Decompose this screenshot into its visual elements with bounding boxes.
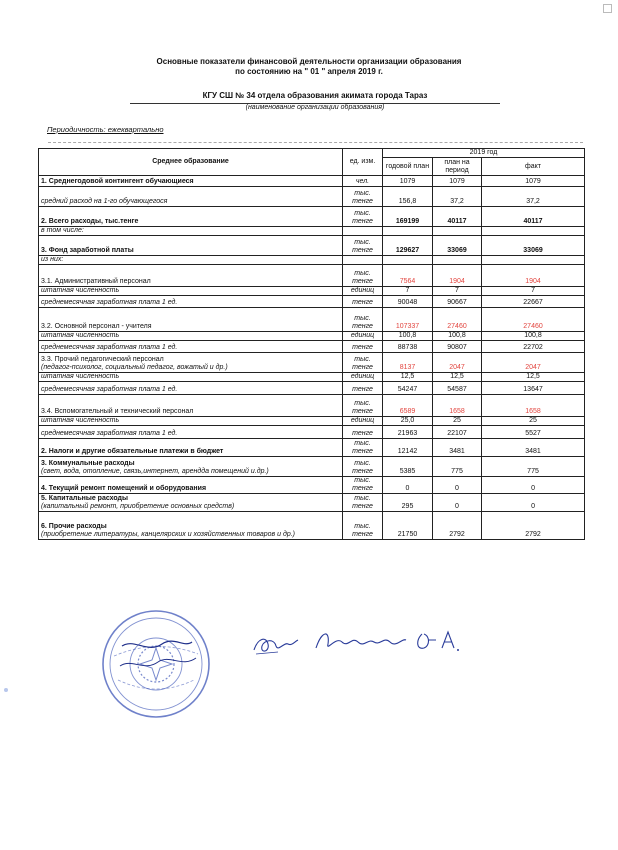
row-unit: тенге xyxy=(343,382,383,395)
row-unit: тыс. тенге xyxy=(343,187,383,207)
row-label xyxy=(39,353,343,373)
row-unit: тыс. тенге xyxy=(343,236,383,256)
table-row xyxy=(39,353,585,373)
row-label xyxy=(39,417,343,426)
row-unit: тыс. тенге xyxy=(343,439,383,457)
row-plan-value: 1079 xyxy=(383,176,433,187)
table-row xyxy=(39,373,585,382)
row-unit: чел. xyxy=(343,176,383,187)
row-period-value: 7 xyxy=(433,287,482,296)
row-unit: тенге xyxy=(343,341,383,353)
row-label-text: среднемесячная заработная плата 1 ед. xyxy=(41,344,178,351)
table-row xyxy=(39,308,585,332)
row-unit: единиц xyxy=(343,287,383,296)
row-fact-value xyxy=(482,227,585,236)
signature-1 xyxy=(250,632,300,658)
row-unit: тыс. тенге xyxy=(343,512,383,540)
row-unit: тыс. тенге xyxy=(343,494,383,512)
row-unit: тыс. тенге xyxy=(343,457,383,477)
row-plan-value xyxy=(383,227,433,236)
row-label-text: 3. Фонд заработной платы xyxy=(41,247,134,254)
row-label-text: 1. Среднегодовой контингент обучающиеся xyxy=(41,178,194,185)
row-fact-value: 0 xyxy=(482,477,585,494)
row-plan-value: 295 xyxy=(383,494,433,512)
row-plan-value: 169199 xyxy=(383,207,433,227)
row-unit: тыс. тенге xyxy=(343,477,383,494)
row-label xyxy=(39,265,343,287)
document-title-line2: по состоянию на " 01 " апреля 2019 г. xyxy=(235,67,383,76)
row-period-value xyxy=(433,256,482,265)
row-label-text: среднемесячная заработная плата 1 ед. xyxy=(41,299,178,306)
row-plan-value: 156,8 xyxy=(383,187,433,207)
signature-2 xyxy=(312,626,462,656)
row-fact-value: 3481 xyxy=(482,439,585,457)
row-plan-value: 54247 xyxy=(383,382,433,395)
row-unit xyxy=(343,227,383,236)
row-fact-value: 40117 xyxy=(482,207,585,227)
row-fact-value: 1904 xyxy=(482,265,585,287)
row-label xyxy=(39,382,343,395)
table-row xyxy=(39,236,585,256)
table-body xyxy=(39,176,585,540)
row-period-value: 54587 xyxy=(433,382,482,395)
row-period-value: 1079 xyxy=(433,176,482,187)
row-label-text: 2. Налоги и другие обязательные платежи в бюджет xyxy=(41,448,224,455)
table-row xyxy=(39,426,585,439)
row-period-value: 12,5 xyxy=(433,373,482,382)
organization-name: КГУ СШ № 34 отдела образования акимата города Тараз xyxy=(202,91,428,100)
row-label xyxy=(39,308,343,332)
row-label-text: среднемесячная заработная плата 1 ед. xyxy=(41,386,178,393)
row-unit xyxy=(343,256,383,265)
row-plan-value: 107337 xyxy=(383,308,433,332)
row-plan-value: 90048 xyxy=(383,296,433,308)
row-label xyxy=(39,457,343,477)
table-row xyxy=(39,256,585,265)
row-fact-value: 775 xyxy=(482,457,585,477)
table-row xyxy=(39,494,585,512)
row-plan-value xyxy=(383,256,433,265)
row-label-text: 2. Всего расходы, тыс.тенге xyxy=(41,218,139,225)
row-period-value: 33069 xyxy=(433,236,482,256)
row-plan-value: 7564 xyxy=(383,265,433,287)
row-period-value: 90667 xyxy=(433,296,482,308)
row-period-value: 37,2 xyxy=(433,187,482,207)
row-label xyxy=(39,477,343,494)
page-corner-mark xyxy=(603,4,612,13)
row-label xyxy=(39,256,343,265)
row-fact-value: 22667 xyxy=(482,296,585,308)
table-row xyxy=(39,332,585,341)
row-label-text: 6. Прочие расходы xyxy=(41,523,107,530)
row-unit: тыс. тенге xyxy=(343,265,383,287)
table-row xyxy=(39,395,585,417)
dashed-divider xyxy=(48,142,583,143)
row-unit: тыс. тенге xyxy=(343,207,383,227)
row-period-value: 1658 xyxy=(433,395,482,417)
row-period-value: 0 xyxy=(433,477,482,494)
row-plan-value: 5385 xyxy=(383,457,433,477)
row-label xyxy=(39,439,343,457)
row-fact-value: 13647 xyxy=(482,382,585,395)
row-fact-value: 25 xyxy=(482,417,585,426)
row-label-note: (педагог-психолог, социальный педагог, вожатый и др.) xyxy=(41,364,228,371)
row-unit: тыс. тенге xyxy=(343,308,383,332)
table-row xyxy=(39,417,585,426)
row-label-text: 3.1. Административный персонал xyxy=(41,278,151,285)
row-unit: единиц xyxy=(343,417,383,426)
table-row xyxy=(39,296,585,308)
row-label-text: 3. Коммунальные расходы xyxy=(41,460,135,467)
table-row xyxy=(39,382,585,395)
row-plan-value: 7 xyxy=(383,287,433,296)
row-label xyxy=(39,332,343,341)
row-fact-value: 1658 xyxy=(482,395,585,417)
table-row xyxy=(39,187,585,207)
row-plan-value: 12142 xyxy=(383,439,433,457)
row-label xyxy=(39,341,343,353)
row-fact-value: 33069 xyxy=(482,236,585,256)
document-title-line1: Основные показатели финансовой деятельности организации образования xyxy=(156,57,462,66)
row-label-text: штатная численность xyxy=(41,373,120,380)
row-label xyxy=(39,426,343,439)
row-unit: тыс. тенге xyxy=(343,395,383,417)
header-education-type: Среднее образование xyxy=(39,149,343,176)
row-label-text: штатная численность xyxy=(41,417,120,424)
table-row xyxy=(39,176,585,187)
row-label-text: 3.4. Вспомогательный и технический персонал xyxy=(41,408,194,415)
row-fact-value: 37,2 xyxy=(482,187,585,207)
row-plan-value: 129627 xyxy=(383,236,433,256)
row-fact-value: 22702 xyxy=(482,341,585,353)
row-plan-value: 8137 xyxy=(383,353,433,373)
row-unit: единиц xyxy=(343,332,383,341)
row-label-text: в том числе: xyxy=(41,227,84,234)
row-period-value: 0 xyxy=(433,494,482,512)
row-label-text: 5. Капитальные расходы xyxy=(41,495,128,502)
table-row xyxy=(39,512,585,540)
row-fact-value: 1079 xyxy=(482,176,585,187)
row-unit: единиц xyxy=(343,373,383,382)
row-fact-value: 0 xyxy=(482,494,585,512)
row-period-value: 3481 xyxy=(433,439,482,457)
row-label xyxy=(39,395,343,417)
row-label-note: (свет, вода, отопление, связь,интернет, арендда помещений и.др.) xyxy=(41,468,269,475)
row-label xyxy=(39,512,343,540)
header-fact: факт xyxy=(482,158,585,176)
row-fact-value: 27460 xyxy=(482,308,585,332)
row-unit: тенге xyxy=(343,426,383,439)
row-label xyxy=(39,207,343,227)
row-label-text: штатная численность xyxy=(41,332,120,339)
row-label-text: из них: xyxy=(41,256,64,263)
row-period-value: 25 xyxy=(433,417,482,426)
row-plan-value: 100,8 xyxy=(383,332,433,341)
table-row xyxy=(39,207,585,227)
header-annual-plan: годовой план xyxy=(383,158,433,176)
financial-indicators-table xyxy=(38,148,585,540)
row-plan-value: 21750 xyxy=(383,512,433,540)
table-row xyxy=(39,227,585,236)
row-plan-value: 12,5 xyxy=(383,373,433,382)
row-fact-value: 2047 xyxy=(482,353,585,373)
row-plan-value: 88738 xyxy=(383,341,433,353)
organization-note: (наименование организации образования) xyxy=(245,104,385,111)
row-label xyxy=(39,176,343,187)
row-plan-value: 21963 xyxy=(383,426,433,439)
row-period-value: 90807 xyxy=(433,341,482,353)
row-fact-value: 7 xyxy=(482,287,585,296)
row-label-text: 4. Текущий ремонт помещений и оборудования xyxy=(41,485,207,492)
row-label xyxy=(39,187,343,207)
header-period-plan: план на период xyxy=(433,158,482,176)
row-unit: тыс. тенге xyxy=(343,353,383,373)
row-label-text: 3.2. Основной персонал - учителя xyxy=(41,323,152,330)
row-label xyxy=(39,494,343,512)
row-period-value: 775 xyxy=(433,457,482,477)
periodicity-label: Периодичность: ежеквартально xyxy=(47,125,164,134)
row-period-value: 2792 xyxy=(433,512,482,540)
table-row xyxy=(39,287,585,296)
row-label xyxy=(39,373,343,382)
row-plan-value: 0 xyxy=(383,477,433,494)
row-period-value: 27460 xyxy=(433,308,482,332)
table-row xyxy=(39,265,585,287)
row-plan-value: 25,0 xyxy=(383,417,433,426)
row-label-note: (приобретение литературы, канцелярских и хозяйственных товаров и др.) xyxy=(41,531,295,538)
row-plan-value: 6589 xyxy=(383,395,433,417)
row-fact-value xyxy=(482,256,585,265)
row-label-note: (капитальный ремонт, приобретение основных средств) xyxy=(41,503,235,510)
row-fact-value: 12,5 xyxy=(482,373,585,382)
row-label-text: среднемесячная заработная плата 1 ед. xyxy=(41,430,178,437)
row-fact-value: 2792 xyxy=(482,512,585,540)
row-fact-value: 5527 xyxy=(482,426,585,439)
row-label-text: штатная численность xyxy=(41,287,120,294)
row-unit: тенге xyxy=(343,296,383,308)
header-unit: ед. изм. xyxy=(343,149,383,176)
row-label xyxy=(39,296,343,308)
table-row xyxy=(39,457,585,477)
table-row xyxy=(39,341,585,353)
row-period-value: 22107 xyxy=(433,426,482,439)
row-label-text: средний расход на 1-го обучающегося xyxy=(41,198,168,205)
row-period-value: 1904 xyxy=(433,265,482,287)
official-stamp xyxy=(100,608,212,720)
punch-mark xyxy=(4,688,8,692)
row-label xyxy=(39,227,343,236)
row-label xyxy=(39,287,343,296)
row-fact-value: 100,8 xyxy=(482,332,585,341)
row-period-value: 40117 xyxy=(433,207,482,227)
row-label xyxy=(39,236,343,256)
table-row xyxy=(39,439,585,457)
row-period-value: 2047 xyxy=(433,353,482,373)
row-period-value: 100,8 xyxy=(433,332,482,341)
row-label-text: 3.3. Прочий педагогический персонал xyxy=(41,356,164,363)
row-period-value xyxy=(433,227,482,236)
table-row xyxy=(39,477,585,494)
header-year: 2019 год xyxy=(383,149,585,158)
